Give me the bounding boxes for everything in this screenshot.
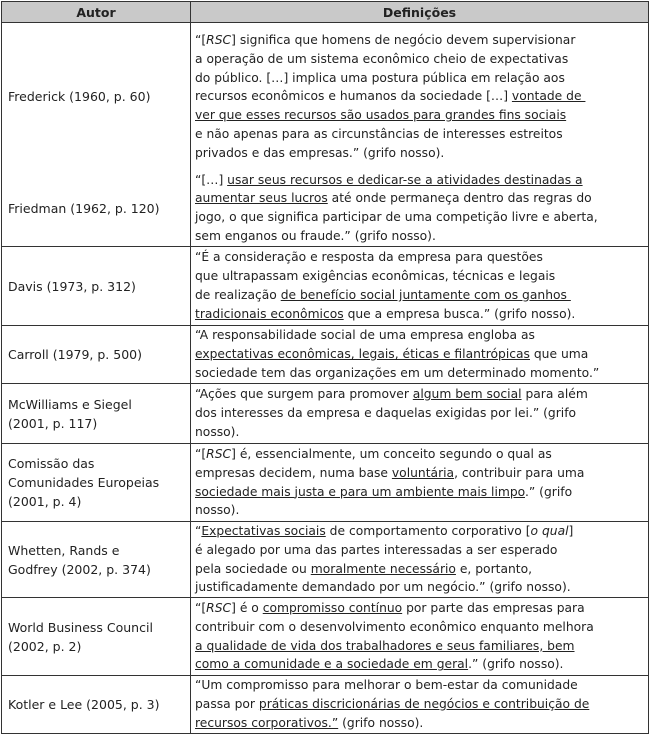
definitions-table [1, 1, 649, 734]
author-cell [2, 444, 191, 522]
definition-cell [191, 384, 649, 444]
definition-text: é alegado por uma das partes interessadas a ser esperado [195, 542, 558, 557]
definition-text: “Ações que surgem para promover [195, 387, 413, 402]
author-line: (2002, p. 2) [8, 638, 82, 654]
definition-line [195, 599, 648, 618]
definition-text: recursos econômicos e humanos da sociedade […] [195, 89, 512, 104]
definition-text: a operação de um sistema econômico cheio de expectativas [195, 51, 569, 66]
definition-line [195, 695, 648, 714]
author-line: Godfrey (2002, p. 374) [8, 561, 151, 577]
definition-text: “[ [195, 446, 207, 461]
definition-line [195, 286, 648, 305]
table-row [2, 326, 649, 384]
author-line: Kotler e Lee (2005, p. 3) [8, 696, 160, 712]
definition-text: “Um compromisso para melhorar o bem-estar da comunidade [195, 678, 578, 693]
definition-line [195, 385, 648, 404]
emphasized-text: de benefício social juntamente com os ganhos [280, 288, 571, 302]
emphasized-text: sociedade mais justa e para um ambiente mais limpo [195, 484, 525, 499]
definition-cell [191, 247, 649, 326]
definition-line [195, 31, 648, 50]
definition-text: contribuir com o desenvolvimento econômico enquanto melhora [195, 619, 594, 634]
author-line: Carroll (1979, p. 500) [8, 347, 142, 362]
table-header-row [2, 2, 649, 23]
emphasized-text: práticas discricionárias de negócios e contribuição de [258, 696, 590, 711]
definition-line [195, 404, 648, 423]
definition-text: (grifo nosso). [338, 715, 424, 730]
author-line: (2001, p. 4) [8, 494, 82, 509]
definition-line [195, 69, 648, 88]
definition-text: “[ [195, 32, 207, 47]
emphasized-text: expectativas econômicas, legais, éticas e filantrópicas [195, 347, 530, 362]
definition-text: “A responsabilidade social de uma empresa engloba as [195, 328, 535, 343]
author-cell [2, 326, 191, 384]
definition-line [195, 144, 648, 163]
definition-line [195, 227, 648, 246]
author-line: (2001, p. 117) [8, 415, 98, 431]
definition-cell [191, 598, 649, 676]
definition-text: nosso). [195, 424, 240, 439]
definition-text: que uma [529, 347, 589, 362]
definition-text: sociedade tem das organizações em um determinado momento.” [195, 365, 600, 380]
definition-text: .” (grifo [524, 484, 573, 499]
author-line: Friedman (1962, p. 120) [8, 200, 160, 216]
definition-text: jogo, o que significa participar de uma competição livre e aberta, [195, 210, 598, 225]
author-cell [2, 23, 191, 171]
table-row [2, 522, 649, 598]
definition-line [195, 171, 648, 190]
definition-line [195, 541, 648, 560]
table-row [2, 676, 649, 733]
definition-text: para além [521, 387, 588, 402]
definition-cell [191, 522, 649, 598]
definition-text: dos interesses da empresa e daquelas exigidas por lei.” (grifo [195, 406, 577, 421]
definition-line [195, 618, 648, 637]
definition-text: até onde permaneça dentro das regras do [327, 191, 592, 206]
definition-text: privados e das empresas.” (grifo nosso). [195, 145, 445, 160]
emphasized-text: a qualidade de vida dos trabalhadores e seus familiares, bem [195, 638, 575, 653]
author-line: McWilliams e Siegel [8, 396, 132, 412]
definition-line [195, 364, 648, 383]
definition-text: de realização [195, 288, 281, 302]
definition-text: RSC [206, 601, 232, 616]
definition-text: ] significa que homens de negócio devem supervisionar [231, 32, 576, 47]
definition-line [195, 248, 648, 267]
emphasized-text: moralmente necessário [310, 561, 456, 576]
definition-text: passa por [195, 696, 259, 711]
definition-text: , contribuir para uma [454, 465, 585, 480]
definition-line [195, 464, 648, 483]
definition-text: RSC [206, 32, 232, 47]
definition-text: ] é, essencialmente, um conceito segundo o qual as [231, 446, 552, 461]
definition-line [195, 483, 648, 502]
definition-text: do público. […] implica uma postura pública em relação aos [195, 70, 565, 85]
table-row [2, 384, 649, 444]
emphasized-text: aumentar seus lucros [195, 191, 328, 206]
definition-text: justificadamente demandado por um negócio.” (grifo nosso). [195, 580, 571, 595]
table-row [2, 247, 649, 326]
emphasized-text: tradicionais econômicos [195, 306, 344, 321]
author-line: Frederick (1960, p. 60) [8, 89, 151, 105]
definition-cell [191, 444, 649, 522]
emphasized-text: recursos corporativos.” [195, 715, 339, 730]
definition-line [195, 501, 648, 520]
definition-cell [191, 23, 649, 171]
definition-line [195, 345, 648, 364]
definition-text: e, portanto, [455, 561, 533, 576]
definition-text: “É a consideração e resposta da empresa para questões [195, 250, 543, 265]
definition-text: “ [195, 524, 202, 538]
author-cell [2, 171, 191, 247]
header-autor: Autor [2, 2, 191, 23]
definition-text: pela sociedade ou [195, 561, 311, 576]
definition-text: ] [568, 524, 574, 538]
author-cell [2, 676, 191, 733]
author-line: World Business Council [8, 619, 153, 635]
author-cell [2, 384, 191, 444]
author-line: Whetten, Rands e [8, 542, 120, 558]
definition-line [195, 189, 648, 208]
definition-cell [191, 171, 649, 247]
definition-line [195, 50, 648, 69]
author-cell [2, 598, 191, 676]
author-line: Comunidades Europeias [8, 475, 160, 490]
definition-text: “[…] [195, 172, 228, 187]
definition-line [195, 560, 648, 579]
author-line: Comissão das [8, 456, 95, 471]
definition-line [195, 106, 648, 125]
definition-line [195, 423, 648, 442]
definition-text: ] é o [231, 601, 263, 616]
emphasized-text: vontade de [511, 89, 586, 104]
emphasized-text: Expectativas sociais [201, 524, 326, 538]
table-row [2, 598, 649, 676]
emphasized-text: compromisso contínuo [262, 601, 403, 616]
author-line: Davis (1973, p. 312) [8, 278, 136, 294]
emphasized-text: voluntária [391, 465, 455, 480]
definition-text: sem enganos ou fraude.” (grifo nosso). [195, 229, 436, 244]
author-cell [2, 247, 191, 326]
definition-text: que ultrapassam exigências econômicas, técnicas e legais [195, 269, 556, 284]
table-row [2, 444, 649, 522]
emphasized-text: ver que esses recursos são usados para grandes fins sociais [195, 108, 567, 123]
definition-text: que a empresa busca.” (grifo nosso). [343, 306, 576, 321]
table-row [2, 23, 649, 171]
definition-text: e não apenas para as circunstâncias de interesses estreitos [195, 126, 563, 141]
definition-text: por parte das empresas para [402, 601, 585, 616]
definition-line [195, 326, 648, 345]
emphasized-text: como a comunidade e a sociedade em geral [195, 657, 469, 672]
definition-line [195, 637, 648, 656]
header-definicoes: Definições [191, 2, 649, 23]
table-row [2, 171, 649, 247]
definition-line [195, 267, 648, 286]
definition-line [195, 208, 648, 227]
emphasized-text: algum bem social [412, 387, 522, 402]
definition-text: empresas decidem, numa base [195, 465, 392, 480]
definition-text: RSC [206, 446, 232, 461]
definition-line [195, 676, 648, 695]
definition-line [195, 578, 648, 597]
definition-text: nosso). [195, 503, 240, 518]
definition-text: .” (grifo nosso). [468, 657, 564, 672]
definition-line [195, 445, 648, 464]
definition-line [195, 714, 648, 733]
definition-line [195, 125, 648, 144]
definition-line [195, 522, 648, 541]
definition-line [195, 87, 648, 106]
definition-line [195, 655, 648, 674]
definition-text: de comportamento corporativo [ [325, 524, 531, 538]
definition-line [195, 305, 648, 324]
definition-text: “[ [195, 601, 207, 616]
definition-text: o qual [530, 524, 569, 538]
definition-cell [191, 326, 649, 384]
definition-cell [191, 676, 649, 733]
emphasized-text: usar seus recursos e dedicar-se a atividades destinadas a [227, 172, 583, 187]
author-cell [2, 522, 191, 598]
